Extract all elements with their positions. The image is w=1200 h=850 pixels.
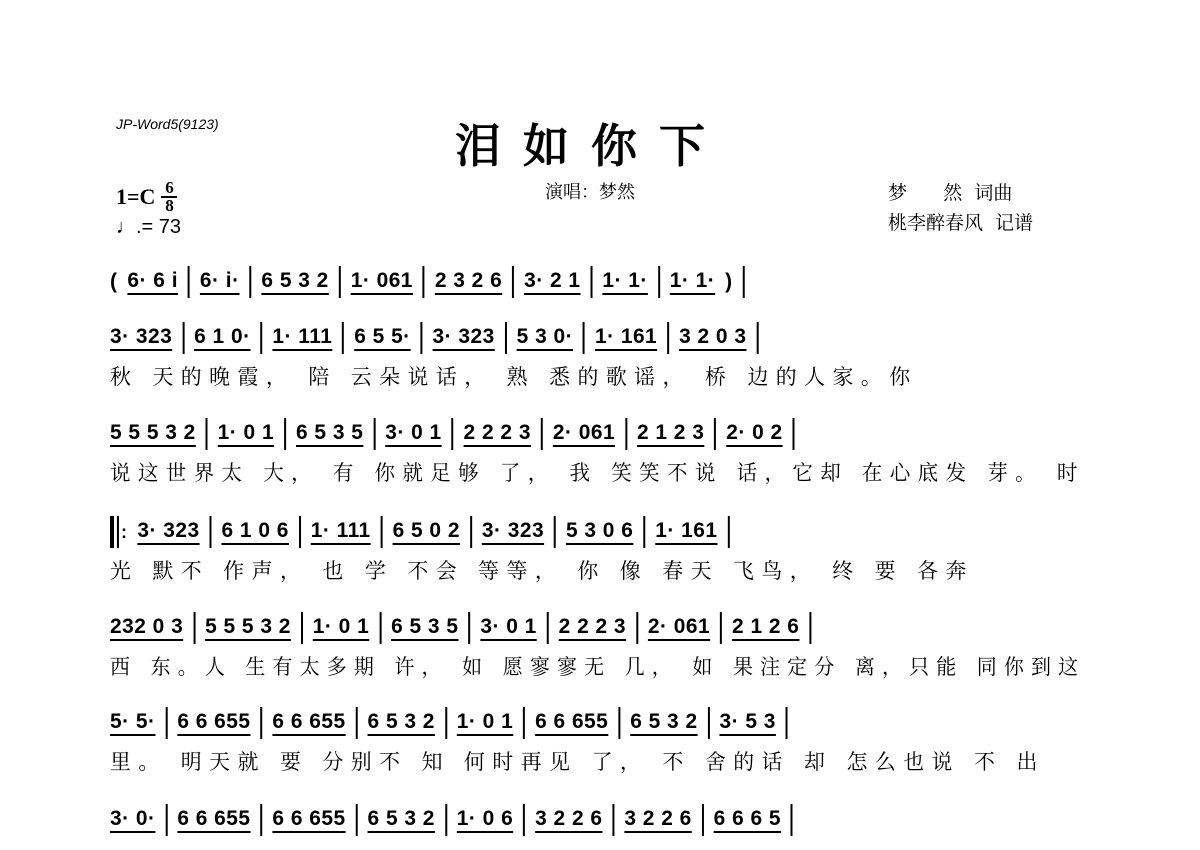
bar-line — [636, 612, 638, 644]
measure-notes: 3· 323 — [481, 518, 545, 542]
measure — [566, 519, 633, 546]
bar-line — [512, 266, 514, 298]
measure — [457, 807, 513, 834]
measure — [595, 325, 657, 352]
bar-line — [182, 322, 184, 354]
score-system — [110, 608, 1090, 684]
measure — [655, 519, 717, 546]
tempo-marking: ♩.= 73 — [116, 216, 182, 238]
measure — [602, 269, 647, 296]
measure — [719, 710, 775, 737]
measure-notes: 1· 1· — [669, 268, 716, 292]
measure — [110, 807, 155, 834]
measure — [464, 421, 531, 448]
repeat-start-sign: : — [110, 516, 127, 548]
measure — [435, 269, 502, 296]
bar-line — [193, 612, 195, 644]
bar-line — [505, 322, 507, 354]
bar-line — [708, 707, 710, 739]
bar-line — [667, 322, 669, 354]
song-title: 泪如你下 — [455, 119, 727, 173]
measure-notes: 5 5 5 3 2 — [110, 420, 196, 444]
measure — [354, 325, 410, 352]
software-watermark: JP-Word5(9123) — [116, 116, 219, 132]
measure-notes: 1· 161 — [655, 518, 718, 542]
measure-notes: 1· 061 — [350, 268, 413, 292]
notation-line — [110, 608, 1085, 648]
measure-notes: 2· 061 — [647, 614, 711, 638]
bar-line — [468, 612, 470, 644]
lyrics-line: 西 东。人 生有太多期 许， 如 愿寥寥无 几， 如 果注定分 离，只能 同你到这 — [110, 655, 1086, 679]
lyrics-line: 里。 明天就 要 分别不 知 何时再见 了， 不 舍的话 却 怎么也说 不 出 — [110, 750, 1045, 774]
bar-line — [618, 707, 620, 739]
measure-notes: 1· 111 — [310, 518, 371, 542]
bar-line — [470, 516, 472, 548]
score-system — [110, 262, 1090, 302]
bar-line — [299, 516, 301, 548]
score-system — [110, 512, 1090, 588]
measure — [714, 807, 781, 834]
measure — [272, 710, 345, 737]
measure — [393, 519, 460, 546]
bar-line — [379, 612, 381, 644]
measure — [670, 269, 715, 296]
measure-notes: 2· 061 — [552, 420, 616, 444]
close-parenthesis: ) — [725, 270, 733, 293]
measure-notes: 6 5 0 2 — [392, 518, 460, 542]
bar-line — [165, 707, 167, 739]
measure — [272, 325, 332, 352]
open-parenthesis: ( — [110, 270, 118, 293]
measure — [261, 269, 328, 296]
measure-notes: 5 3 0· — [516, 324, 574, 348]
bar-line — [260, 804, 262, 836]
measure — [535, 710, 608, 737]
score-system — [110, 703, 1090, 779]
measure — [679, 325, 746, 352]
measure-notes: 3 2 2 6 — [624, 806, 692, 830]
measure-notes: 3· 2 1 — [524, 268, 581, 292]
measure-notes: 2 2 2 3 — [463, 420, 531, 444]
measure — [368, 807, 435, 834]
bar-line — [188, 266, 190, 298]
notation-line — [110, 262, 1085, 302]
bar-line — [452, 418, 454, 450]
measure — [351, 269, 413, 296]
measure-notes: 1· 0 1 — [312, 614, 370, 638]
bar-line — [541, 418, 543, 450]
measure — [480, 615, 536, 642]
measure-notes: 3· 0 1 — [385, 420, 442, 444]
measure-notes: 6 6 655 — [177, 709, 251, 733]
bar-line — [342, 322, 344, 354]
measure-notes: 2 1 2 6 — [732, 614, 800, 638]
singer-credit: 演唱：梦然 — [545, 182, 635, 203]
lyrics-line: 光 默不 作声， 也 学 不会 等等， 你 像 春天 飞鸟， 终 要 各奔 — [110, 559, 974, 583]
measure-notes: 1· 161 — [594, 324, 658, 348]
measure-notes: 1· 0 1 — [456, 709, 514, 733]
bar-line — [583, 322, 585, 354]
measure — [221, 519, 288, 546]
measure — [296, 421, 363, 448]
measure-notes: 6 1 0· — [194, 324, 251, 348]
measure — [137, 519, 199, 546]
credits-block — [888, 178, 1033, 238]
time-signature-top: 6 — [165, 178, 174, 197]
transcriber-credit: 桃李醉春风 记谱 — [888, 212, 1034, 234]
measure-notes: 6 5 3 2 — [367, 709, 435, 733]
measure — [732, 615, 799, 642]
bar-line — [284, 418, 286, 450]
measure — [391, 615, 458, 642]
score-system — [110, 414, 1090, 490]
measure-notes: 6· i· — [199, 268, 240, 292]
measure — [553, 421, 615, 448]
bar-line — [791, 804, 793, 836]
bar-line — [743, 266, 745, 298]
bar-line — [793, 418, 795, 450]
measure-notes: 3 2 0 3 — [679, 324, 747, 348]
bar-line — [421, 322, 423, 354]
bar-line — [260, 707, 262, 739]
measure-notes: 6 6 6 5 — [713, 806, 782, 830]
measure-notes: 2 3 2 6 — [434, 268, 503, 292]
measure-notes: 6 6 655 — [177, 806, 251, 830]
measure — [482, 519, 544, 546]
time-signature — [161, 180, 177, 214]
measure — [127, 269, 178, 296]
bar-line — [165, 804, 167, 836]
bar-line — [423, 266, 425, 298]
measure-notes: 6 6 655 — [535, 709, 609, 733]
measure-notes: 1· 0 6 — [456, 806, 514, 830]
measure — [726, 421, 782, 448]
bar-line — [249, 266, 251, 298]
measure — [648, 615, 710, 642]
measure — [177, 807, 250, 834]
bar-line — [445, 707, 447, 739]
bar-line — [523, 707, 525, 739]
bar-line — [381, 516, 383, 548]
bar-line — [210, 516, 212, 548]
measure-notes: 6 5 3 2 — [261, 268, 329, 292]
bar-line — [206, 418, 208, 450]
measure-notes: 3· 323 — [110, 324, 173, 348]
measure-notes: 6 5 5· — [354, 324, 411, 348]
measure-notes: 2 2 2 3 — [558, 614, 627, 638]
measure — [385, 421, 441, 448]
bar-line — [702, 804, 704, 836]
measure-notes: 6 5 3 5 — [391, 614, 459, 638]
measure — [177, 710, 250, 737]
measure-notes: 6· 6 i — [127, 268, 179, 292]
bar-line — [720, 612, 722, 644]
notation-line — [110, 703, 1085, 743]
measure-notes: 6 5 3 2 — [367, 806, 435, 830]
time-signature-bottom: 8 — [165, 196, 174, 215]
bar-line — [301, 612, 303, 644]
measure-notes: 6 5 3 2 — [630, 709, 698, 733]
bar-line — [714, 418, 716, 450]
measure — [110, 325, 172, 352]
measure — [524, 269, 580, 296]
notation-line — [110, 414, 1085, 454]
measure-notes: 3· 323 — [137, 518, 200, 542]
score-system — [110, 800, 1090, 840]
measure-notes: 3· 5 3 — [719, 709, 776, 733]
measure — [194, 325, 250, 352]
measure-notes: 2· 0 2 — [726, 420, 783, 444]
measure — [110, 615, 183, 642]
measure-notes: 2 1 2 3 — [636, 420, 705, 444]
bar-line — [373, 418, 375, 450]
measure — [218, 421, 274, 448]
measure-notes: 6 5 3 5 — [295, 420, 364, 444]
lyrics-line: 秋 天的晚霞， 陪 云朵说话， 熟 悉的歌谣， 桥 边的人家。你 — [110, 365, 918, 389]
score-system — [110, 318, 1090, 394]
key-label: 1=C — [116, 184, 156, 209]
bar-line — [523, 804, 525, 836]
measure-notes: 3· 323 — [432, 324, 495, 348]
measure — [311, 519, 371, 546]
measure-notes: 5· 5· — [110, 709, 156, 733]
bar-line — [356, 804, 358, 836]
bar-line — [612, 804, 614, 836]
bar-line — [643, 516, 645, 548]
bar-line — [786, 707, 788, 739]
measure-notes: 5 5 5 3 2 — [205, 614, 291, 638]
measure-notes: 1· 0 1 — [217, 420, 275, 444]
lyrics-line: 说这世界太 大， 有 你就足够 了， 我 笑笑不说 话，它却 在心底发 芽。 时 — [110, 461, 1085, 485]
measure-notes: 5 3 0 6 — [565, 518, 634, 542]
notation-line — [110, 512, 1085, 552]
bar-line — [339, 266, 341, 298]
measure — [624, 807, 691, 834]
measure — [433, 325, 495, 352]
bar-line — [547, 612, 549, 644]
measure — [200, 269, 240, 296]
bar-line — [727, 516, 729, 548]
measure — [110, 421, 196, 448]
lyrics-composer-credit: 梦 然 词曲 — [888, 182, 1013, 204]
measure — [637, 421, 704, 448]
bar-line — [260, 322, 262, 354]
measure-notes: 6 1 0 6 — [221, 518, 289, 542]
measure-notes: 3 2 2 6 — [535, 806, 603, 830]
measure — [457, 710, 513, 737]
measure — [110, 710, 155, 737]
measure-notes: 1· 1· — [602, 268, 648, 292]
bar-line — [445, 804, 447, 836]
measure-notes: 6 6 655 — [272, 806, 346, 830]
bar-line — [756, 322, 758, 354]
measure-notes: 6 6 655 — [272, 709, 346, 733]
notation-line — [110, 318, 1085, 358]
bar-line — [356, 707, 358, 739]
bar-line — [590, 266, 592, 298]
measure — [272, 807, 345, 834]
measure-notes: 1· 111 — [272, 324, 333, 348]
measure — [368, 710, 435, 737]
bar-line — [625, 418, 627, 450]
bar-line — [809, 612, 811, 644]
notation-line — [110, 800, 1085, 840]
measure — [205, 615, 291, 642]
key-signature — [116, 180, 177, 214]
bar-line — [658, 266, 660, 298]
measure — [313, 615, 369, 642]
measure — [630, 710, 697, 737]
measure — [517, 325, 573, 352]
bar-line — [554, 516, 556, 548]
measure-notes: 3· 0· — [110, 806, 156, 830]
measure-notes: 232 0 3 — [110, 614, 184, 638]
measure — [559, 615, 626, 642]
measure-notes: 3· 0 1 — [480, 614, 537, 638]
measure — [535, 807, 602, 834]
